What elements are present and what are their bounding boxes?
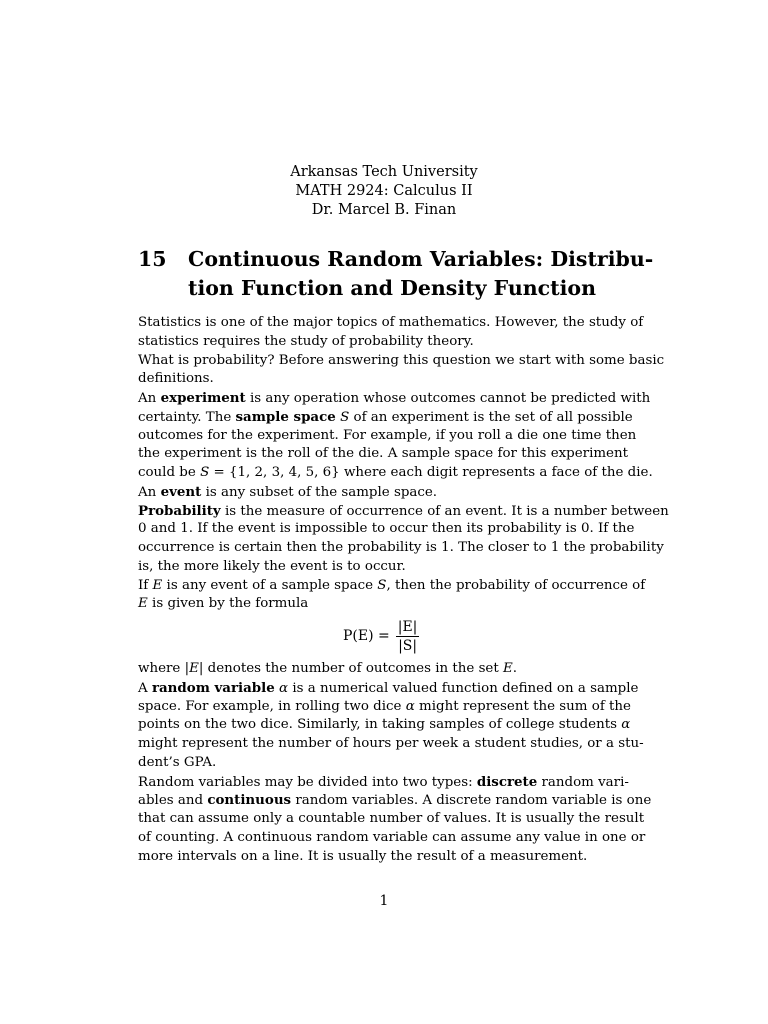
formula-fraction bbox=[396, 618, 420, 655]
text-run: Statistics is one of the major topics of mathematics. However, the study of bbox=[138, 315, 644, 330]
text-run: more intervals on a line. It is usually the result of a measurement. bbox=[138, 848, 588, 864]
text-run: Random variables may be divided into two types: bbox=[138, 774, 477, 790]
formula-lhs: P(E) = bbox=[343, 627, 390, 644]
text-run: might represent the number of hours per week a student studies, or a stu- bbox=[138, 736, 644, 751]
math-symbol: α bbox=[621, 717, 631, 733]
text-run: = {1, 2, 3, 4, 5, 6} where each digit represents a face of the die. bbox=[209, 465, 653, 480]
term-definition: sample space bbox=[235, 408, 336, 425]
math-symbol: α bbox=[405, 698, 415, 714]
text-line bbox=[138, 464, 653, 483]
text-run: the experiment is the roll of the die. A sample space for this experiment bbox=[138, 446, 628, 462]
text-line bbox=[138, 577, 646, 596]
course-title: MATH 2924: Calculus II bbox=[295, 183, 473, 199]
text-run: 0 and 1. If the event is impossible to occur then its probability is 0. If the bbox=[138, 521, 635, 537]
text-run: | denotes the number of outcomes in the set bbox=[198, 661, 503, 676]
text-run: is, the more likely the event is to occur. bbox=[138, 558, 406, 574]
text-run: is any event of a sample space bbox=[162, 577, 378, 593]
text-run: is a numerical valued function defined on a sample bbox=[288, 680, 639, 696]
institution-name: Arkansas Tech University bbox=[290, 164, 478, 180]
text-line bbox=[138, 408, 633, 427]
page-number: 1 bbox=[379, 893, 389, 909]
text-line bbox=[138, 735, 644, 754]
text-line bbox=[138, 679, 639, 698]
text-line bbox=[138, 716, 631, 735]
text-run: An bbox=[138, 484, 161, 500]
math-symbol: E bbox=[503, 661, 513, 676]
math-symbol: E bbox=[138, 596, 148, 612]
text-line bbox=[138, 427, 637, 446]
text-run: , then the probability of occurrence of bbox=[386, 577, 646, 593]
text-run: An bbox=[138, 391, 161, 406]
text-run: is any operation whose outcomes cannot be predicted with bbox=[245, 391, 651, 406]
text-run: points on the two dice. Similarly, in taking samples of college students bbox=[138, 717, 622, 733]
section-title-line-1: Continuous Random Variables: Distribu- bbox=[188, 247, 654, 271]
text-run: dent’s GPA. bbox=[138, 754, 217, 770]
text-line bbox=[138, 829, 646, 848]
math-symbol: α bbox=[279, 680, 289, 696]
text-run: could be bbox=[138, 465, 201, 480]
text-run: is the measure of occurrence of an event. It is a number between bbox=[220, 503, 669, 519]
text-run: where | bbox=[138, 661, 190, 676]
text-run: is given by the formula bbox=[147, 596, 309, 612]
formula-denominator: |S| bbox=[398, 637, 418, 654]
text-line bbox=[138, 791, 652, 810]
text-run: of counting. A continuous random variable can assume any value in one or bbox=[138, 829, 646, 845]
body-text bbox=[138, 314, 669, 866]
text-line bbox=[138, 370, 628, 389]
author-name: Dr. Marcel B. Finan bbox=[311, 202, 457, 218]
term-definition: Probability bbox=[138, 502, 221, 519]
text-line bbox=[138, 558, 628, 577]
math-symbol: S bbox=[377, 577, 387, 593]
formula-numerator: |E| bbox=[397, 618, 418, 635]
term-definition: event bbox=[160, 483, 202, 500]
text-line bbox=[138, 810, 645, 829]
text-run: ables and bbox=[138, 793, 208, 809]
term-definition: experiment bbox=[160, 390, 246, 406]
text-run: might represent the sum of the bbox=[414, 698, 631, 714]
text-run: of an experiment is the set of all possible bbox=[349, 409, 633, 425]
text-run: occurrence is certain then the probability is 1. The closer to 1 the probability bbox=[138, 540, 664, 555]
text-run: certainty. The bbox=[138, 409, 236, 425]
text-run: that can assume only a countable number of values. It is usually the result bbox=[138, 811, 645, 826]
text-run: outcomes for the experiment. For example, if you roll a die one time then bbox=[138, 427, 637, 443]
section-number: 15 bbox=[138, 247, 167, 271]
text-line bbox=[138, 445, 628, 464]
text-line bbox=[138, 698, 631, 717]
text-line bbox=[138, 660, 628, 679]
text-run: statistics requires the study of probability theory. bbox=[138, 333, 474, 349]
text-run: A bbox=[138, 680, 152, 696]
text-run: . bbox=[512, 661, 518, 676]
section-title-line-2: tion Function and Density Function bbox=[188, 276, 596, 300]
term-definition: continuous bbox=[207, 792, 292, 809]
text-run: If bbox=[138, 577, 153, 593]
text-line bbox=[138, 754, 628, 773]
math-symbol: S bbox=[340, 409, 350, 425]
probability-formula bbox=[138, 614, 628, 660]
text-line bbox=[138, 389, 651, 408]
text-line bbox=[138, 848, 628, 867]
text-line bbox=[138, 520, 635, 539]
term-definition: random variable bbox=[151, 679, 275, 696]
text-line bbox=[138, 502, 669, 521]
text-run: random vari- bbox=[537, 774, 629, 790]
text-run: space. For example, in rolling two dice bbox=[138, 698, 406, 714]
text-run: What is probability? Before answering this question we start with some basic bbox=[138, 352, 665, 368]
term-definition: discrete bbox=[476, 773, 538, 790]
document-header bbox=[0, 163, 768, 220]
text-run: is any subset of the sample space. bbox=[201, 484, 438, 500]
math-symbol: E bbox=[152, 577, 163, 593]
math-symbol: E bbox=[189, 661, 199, 676]
text-line bbox=[138, 539, 664, 558]
text-line bbox=[138, 483, 628, 502]
text-line bbox=[138, 595, 628, 614]
text-run: random variables. A discrete random variable is one bbox=[291, 793, 652, 809]
text-line bbox=[138, 773, 628, 792]
text-line bbox=[138, 333, 628, 352]
math-symbol: S bbox=[200, 465, 210, 480]
text-line bbox=[138, 352, 665, 371]
text-line bbox=[138, 314, 644, 333]
text-run: definitions. bbox=[138, 371, 214, 387]
